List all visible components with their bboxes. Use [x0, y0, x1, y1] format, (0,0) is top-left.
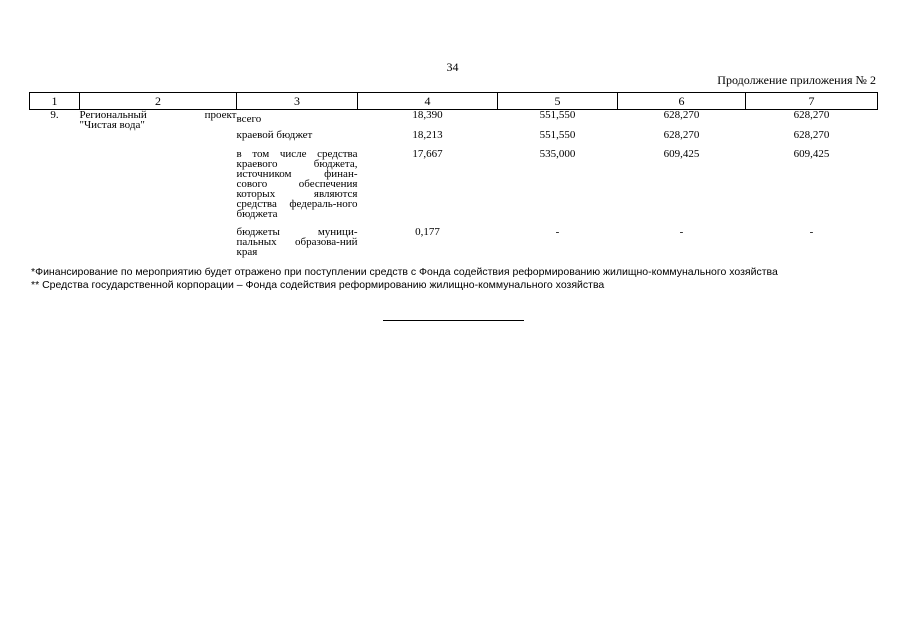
value-cell: 609,425	[793, 148, 830, 160]
column-header: 2	[80, 93, 237, 110]
value-cell: 628,270	[663, 109, 700, 121]
table-row	[30, 110, 878, 125]
funding-source: в том числе средства краевого бюджета, источником финан-сового обеспечения которых являются средства федераль-ного бюджета	[236, 148, 358, 220]
column-header: 4	[358, 93, 498, 110]
value-cell: 18,390	[412, 109, 443, 121]
footnote: ** Средства государственной корпорации – Фонда содействия реформированию жилищно-коммунального хозяйства	[31, 279, 605, 291]
footnotes	[31, 266, 881, 292]
project-name	[80, 110, 237, 258]
value-cell: 18,213	[412, 129, 443, 141]
value-cell: 628,270	[793, 129, 830, 141]
value-cell: 628,270	[793, 109, 830, 121]
value-cell: 0,177	[415, 226, 440, 238]
value-cell: 628,270	[663, 129, 700, 141]
row-index: 9.	[50, 109, 59, 121]
end-divider	[383, 320, 524, 321]
project-name-title: "Чистая вода"	[79, 119, 145, 131]
funding-source: всего	[236, 113, 262, 125]
table-header-row	[30, 93, 878, 110]
column-header: 6	[618, 93, 746, 110]
page-number: 34	[446, 60, 459, 74]
value-cell: -	[809, 226, 814, 238]
value-cell: 17,667	[412, 148, 443, 160]
budget-table	[29, 92, 878, 257]
value-cell: 535,000	[539, 148, 576, 160]
value-cell: 609,425	[663, 148, 700, 160]
column-header: 3	[237, 93, 358, 110]
column-header: 7	[746, 93, 878, 110]
value-cell: -	[555, 226, 560, 238]
value-cell: 551,550	[539, 129, 576, 141]
value-cell: -	[679, 226, 684, 238]
column-header: 1	[30, 93, 80, 110]
project-name-word: Региональный	[79, 109, 147, 121]
value-cell: 551,550	[539, 109, 576, 121]
continuation-label: Продолжение приложения № 2	[717, 73, 876, 87]
column-header: 5	[498, 93, 618, 110]
footnote: *Финансирование по мероприятию будет отражено при поступлении средств с Фонда содействия реформированию жилищно-коммунального хозяйства	[31, 266, 778, 278]
project-name-word: проект	[204, 109, 237, 121]
funding-source: бюджеты муници-пальных образова-ний края	[236, 226, 358, 258]
funding-source: краевой бюджет	[236, 129, 313, 141]
